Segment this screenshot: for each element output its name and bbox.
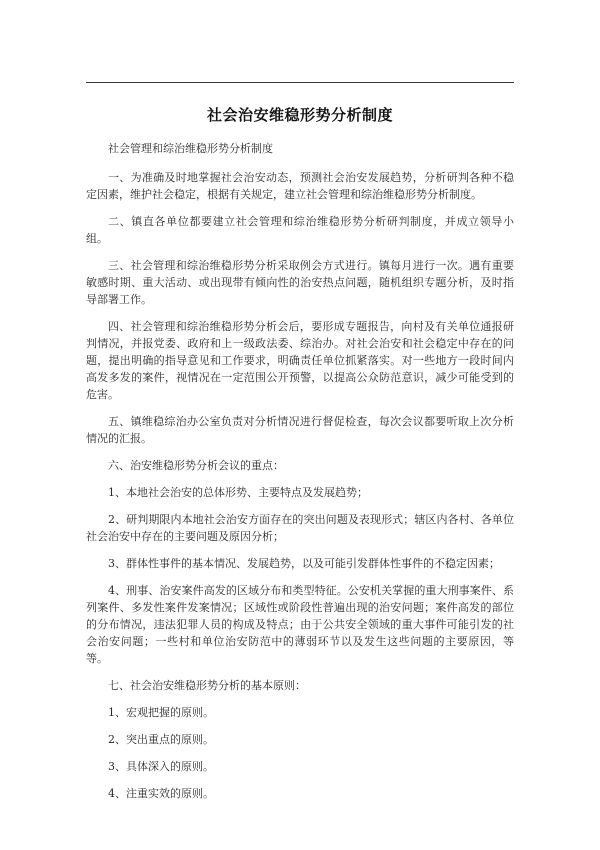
paragraph-3: 三、社会管理和综治维稳形势分析采取例会方式进行。镇每月进行一次。遇有重要敏感时期、重大活动、或出现带有倾向性的治安热点问题，随机组织专题分析，及时指导部署工作。 [86,259,514,306]
list-item: 4、注重实效的原则。 [108,787,214,800]
list-item: 4、刑事、治安案件高发的区域分布和类型特征。公安机关掌握的重大刑事案件、系列案件、多发性案件发案情况；区域性或阶段性普遍出现的治安问题；案件高发的部位的分布情况，违法犯罪人员的构成及特点；由于公共安全领域的重大事件可能引发的社会治安问题；一些村和单位治安防范中的薄弱环节以及发生这些问题的主要原因，等等。 [86,584,514,665]
paragraph-4: 四、社会管理和综治维稳形势分析会后，要形成专题报告，向村及有关单位通报研判情况，并报党委、政府和上一级政法委、综治办。对社会治安和社会稳定中存在的问题，提出明确的指导意见和工作要求，明确责任单位抓紧落实。对一些地方一段时间内高发多发的案件，视情况在一定范围公开预警，以提高公众防范意识，减少可能受到的危害。 [86,320,514,401]
paragraph-1: 一、为准确及时地掌握社会治安动态，预测社会治安发展趋势，分析研判各种不稳定因素，维护社会稳定，根据有关规定，建立社会管理和综治维稳形势分析制度。 [86,171,514,201]
list-item: 3、群体性事件的基本情况、发展趋势，以及可能引发群体性事件的不稳定因素； [108,557,500,570]
document-subtitle: 社会管理和综治维稳形势分析制度 [108,142,273,155]
section-heading-6: 六、治安维稳形势分析会议的重点： [108,459,284,472]
paragraph-5: 五、镇维稳综治办公室负责对分析情况进行督促检查，每次会议都要听取上次分析情况的汇报。 [86,415,514,445]
list-item: 3、具体深入的原则。 [108,760,214,773]
paragraph-2: 二、镇直各单位都要建立社会管理和综治维稳形势分析研判制度，并成立领导小组。 [86,215,514,245]
list-item: 1、本地社会治安的总体形势、主要特点及发展趋势； [108,486,368,499]
header-divider [86,82,514,83]
document-body [86,140,514,812]
list-item: 2、突出重点的原则。 [108,733,214,746]
document-title: 社会治安维稳形势分析制度 [206,106,393,124]
section-heading-7: 七、社会治安维稳形势分析的基本原则： [108,679,306,692]
list-item: 1、宏观把握的原则。 [108,706,214,719]
list-item: 2、研判期限内本地社会治安方面存在的突出问题及表现形式；辖区内各村、各单位社会治安中存在的主要问题及原因分析； [86,513,514,543]
